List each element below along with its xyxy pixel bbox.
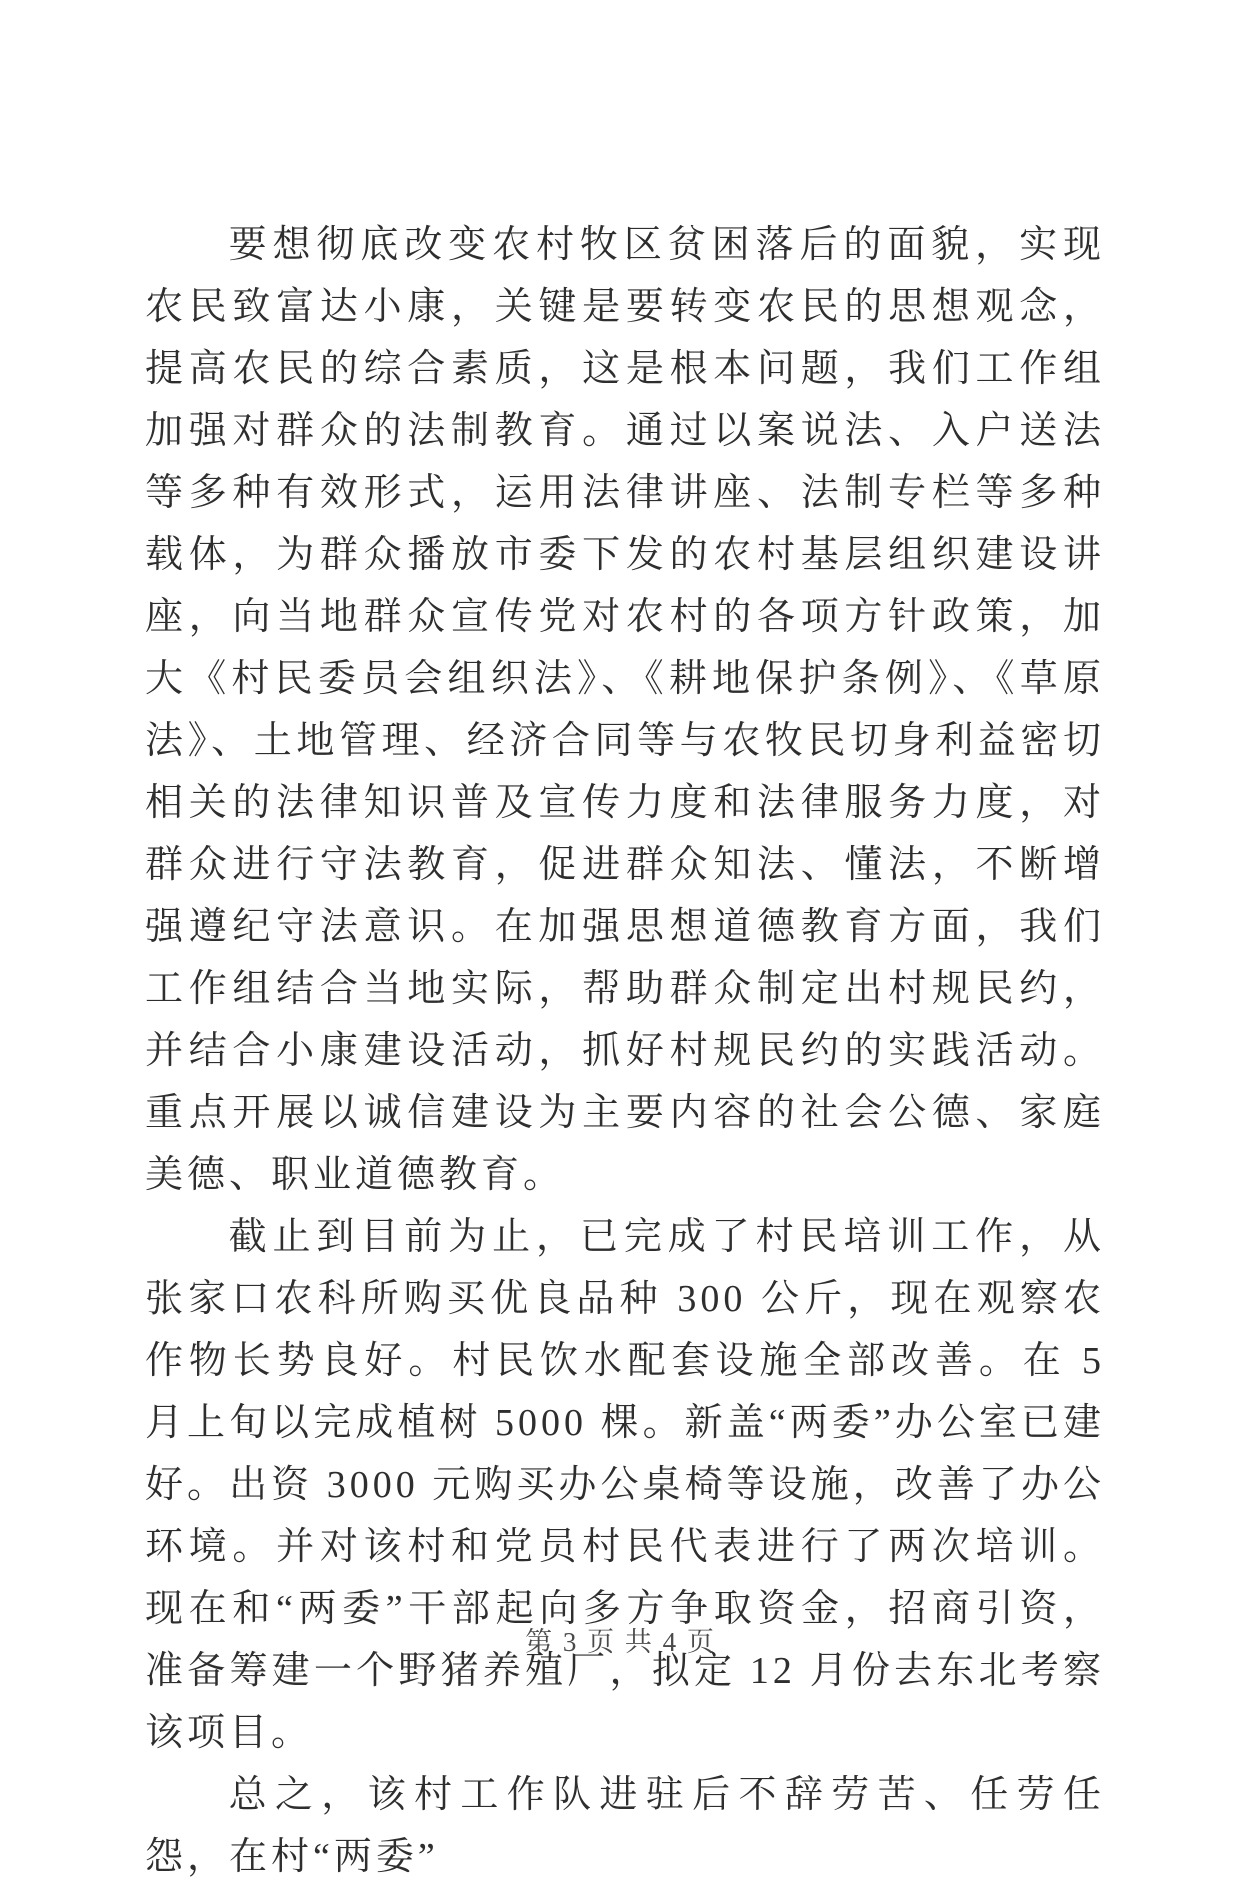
page-number-label: 第 3 页 共 4 页 [525, 1627, 716, 1657]
paragraph-3: 总之，该村工作队进驻后不辞劳苦、任劳任怨，在村“两委” [145, 1774, 1105, 1878]
paragraph-2: 截止到目前为止，已完成了村民培训工作，从张家口农科所购买优良品种 300 公斤，现在观察农作物长势良好。村民饮水配套设施全部改善。在 5 月上旬以完成植树 5000 棵。新盖“两委”办公室已建好。出资 3000 元购买办公桌椅等设施，改善了办公环境。并对该村和党员村民代表进行了两次培训。现在和“两委”干部起向多方争取资金，招商引资，准备筹建一个野猪养殖厂，拟定 12 月份去东北考察该项目。 [145, 1216, 1105, 1754]
page-footer [0, 1625, 1241, 1659]
paragraph-1: 要想彻底改变农村牧区贫困落后的面貌，实现农民致富达小康，关键是要转变农民的思想观念，提高农民的综合素质，这是根本问题，我们工作组加强对群众的法制教育。通过以案说法、入户送法等多种有效形式，运用法律讲座、法制专栏等多种载体，为群众播放市委下发的农村基层组织建设讲座，向当地群众宣传党对农村的各项方针政策，加大《村民委员会组织法》、《耕地保护条例》、《草原法》、土地管理、经济合同等与农牧民切身利益密切相关的法律知识普及宣传力度和法律服务力度，对群众进行守法教育，促进群众知法、懂法，不断增强遵纪守法意识。在加强思想道德教育方面，我们工作组结合当地实际，帮助群众制定出村规民约，并结合小康建设活动，抓好村规民约的实践活动。重点开展以诚信建设为主要内容的社会公德、家庭美德、职业道德教育。 [145, 224, 1105, 1196]
